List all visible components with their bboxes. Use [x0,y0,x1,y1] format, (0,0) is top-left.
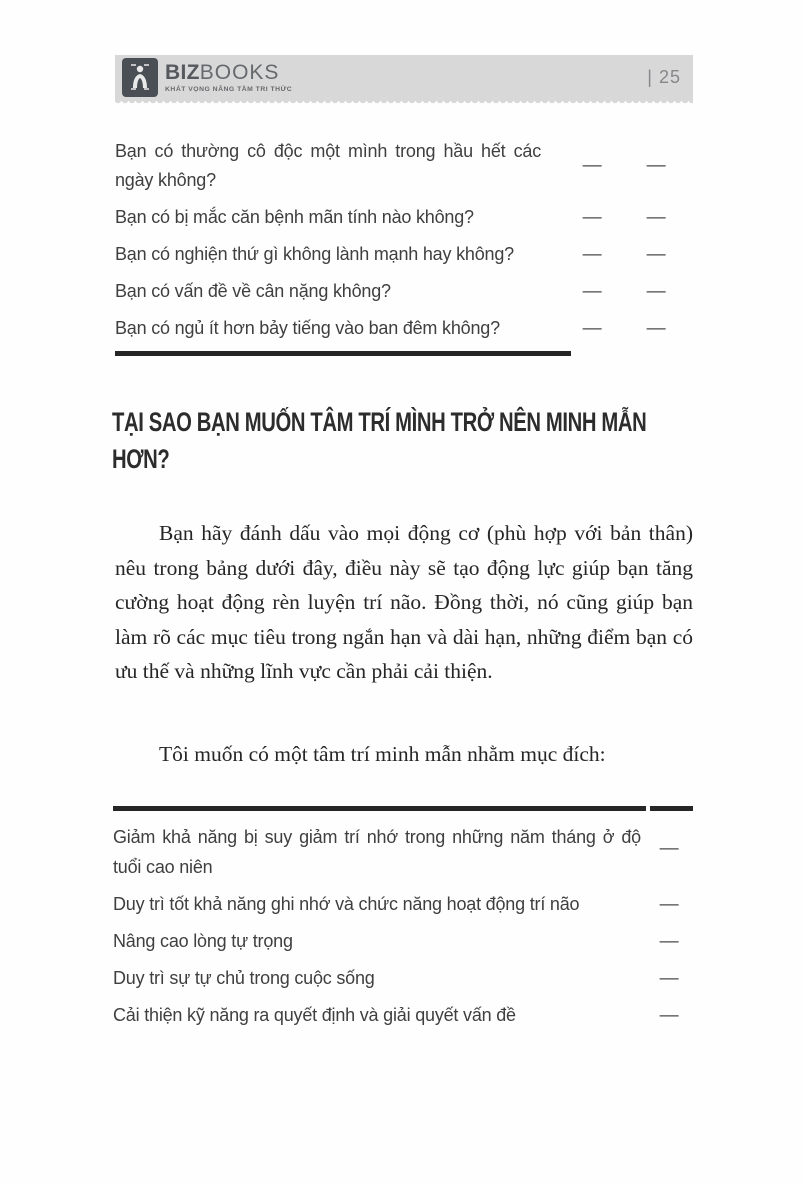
answer-dash: — [646,317,666,339]
question-text: Bạn có vấn đề về cân nặng không? [115,281,391,301]
rule-segment [650,806,693,811]
motive-text: Nâng cao lòng tự trọng [113,931,293,951]
bizbooks-logo-icon [122,58,158,97]
motive-text: Cải thiện kỹ năng ra quyết định và giải quyết vấn đề [113,1005,516,1025]
question-text: Bạn có nghiện thứ gì không lành mạnh hay không? [115,244,514,264]
answer-dash: — [659,1004,679,1026]
table-row [113,890,693,919]
answer-dash: — [582,317,602,339]
motive-text: Duy trì tốt khả năng ghi nhớ và chức năng hoạt động trí não [113,894,580,914]
motive-text: Duy trì sự tự chủ trong cuộc sống [113,968,375,988]
page-number: | 25 [647,66,681,87]
rule-segment [113,806,646,811]
answer-dash: — [582,206,602,228]
answer-dash: — [582,243,602,265]
lead-in-paragraph: Tôi muốn có một tâm trí minh mẫn nhằm mục đích: [159,742,606,766]
answer-dash: — [646,280,666,302]
answer-dash: — [646,243,666,265]
answer-dash: — [646,155,666,176]
answer-dash: — [646,206,666,228]
brand-books: BOOKS [199,61,280,85]
brand-name [165,62,292,83]
question-text: Bạn có ngủ ít hơn bảy tiếng vào ban đêm không? [115,318,500,338]
table-row [115,314,693,343]
answer-dash: — [659,893,679,915]
top-checklist-table [115,137,693,356]
question-text: Bạn có bị mắc căn bệnh mãn tính nào không? [115,207,474,227]
table-row [115,277,693,306]
table-row [113,964,693,993]
table-row [113,822,693,882]
table-top-rule [113,806,693,811]
brand-biz: BIZ [165,61,200,85]
answer-dash: — [659,838,679,859]
table-row [115,137,693,195]
motive-text: Giảm khả năng bị suy giảm trí nhớ trong những năm tháng ở độ tuổi cao niên [113,827,641,877]
question-text: Bạn có thường cô độc một mình trong hầu hết các ngày không? [115,141,541,190]
answer-dash: — [659,967,679,989]
table-row [115,203,693,232]
answer-dash: — [659,930,679,952]
table-row [113,1001,693,1030]
body-paragraph: Bạn hãy đánh dấu vào mọi động cơ (phù hợp với bản thân) nêu trong bảng dưới đây, điều này sẽ tạo động lực giúp bạn tăng cường hoạt động rèn luyện trí não. Đồng thời, nó cũng giúp bạn làm rõ các mục tiêu trong ngắn hạn và dài hạn, những điểm bạn có ưu thế và những lĩnh vực cần phải cải thiện. [115,521,693,683]
answer-dash: — [582,155,602,176]
brand-tagline: KHÁT VỌNG NÂNG TẦM TRI THỨC [165,86,293,94]
table-row [115,240,693,269]
brand-text [165,60,292,94]
logo-glyph [127,62,153,92]
table-bottom-rule [115,351,571,356]
section-heading: TẠI SAO BẠN MUỐN TÂM TRÍ MÌNH TRỞ NÊN MINH MẪN HƠN? [112,407,647,474]
bottom-checklist-table [113,806,693,1038]
table-row [113,927,693,956]
answer-dash: — [582,280,602,302]
page-header [115,55,693,101]
